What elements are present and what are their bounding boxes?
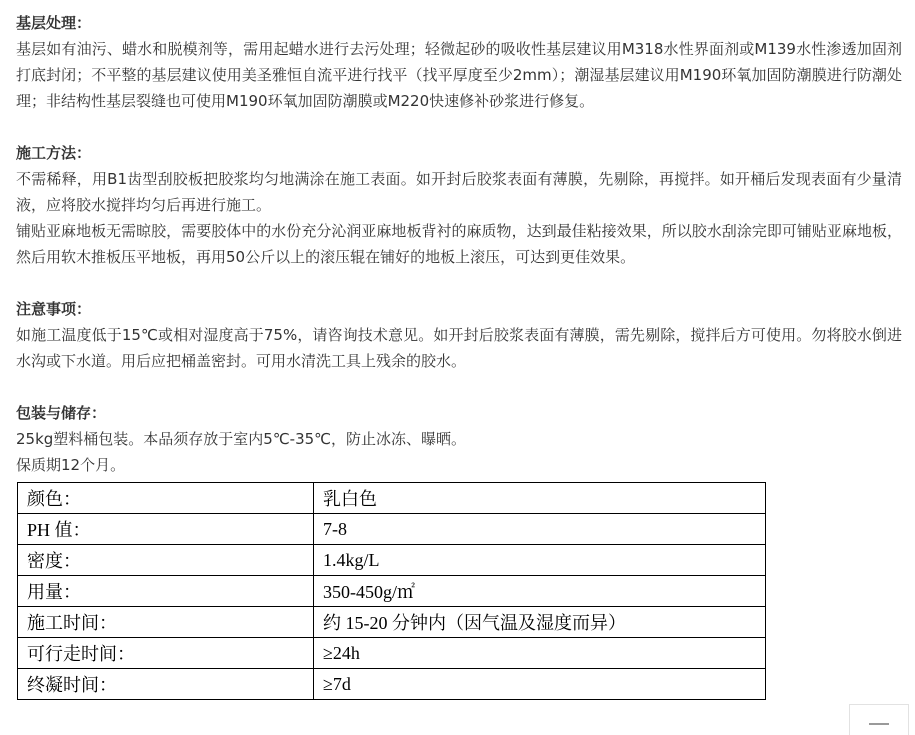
table-row [18, 483, 766, 514]
table-row [18, 545, 766, 576]
spec-value: 350-450g/㎡ [314, 576, 766, 607]
section-paragraph: 基层如有油污、蜡水和脱模剂等，需用起蜡水进行去污处理；轻微起砂的吸收性基层建议用M318水性界面剂或M139水性渗透加固剂打底封闭；不平整的基层建议使用美圣雅恒自流平进行找平（找平厚度至少2mm）；潮湿基层建议用M190环氧加固防潮膜进行防潮处理；非结构性基层裂缝也可使用M190环氧加固防潮膜或M220快速修补砂浆进行修复。 [16, 40, 902, 110]
spec-value: 约 15-20 分钟内（因气温及湿度而异） [314, 607, 766, 638]
article-body [16, 10, 902, 478]
section-heading: 包装与储存： [16, 404, 107, 422]
spec-label: 终凝时间： [18, 669, 314, 700]
spacer [16, 374, 902, 400]
spec-value: 1.4kg/L [314, 545, 766, 576]
section-paragraph: 铺贴亚麻地板无需晾胶，需要胶体中的水份充分沁润亚麻地板背衬的麻质物，达到最佳粘接效果，所以胶水刮涂完即可铺贴亚麻地板，然后用软木推板压平地板，再用50公斤以上的滚压辊在铺好的地板上滚压，可达到更佳效果。 [16, 222, 902, 266]
table-row [18, 669, 766, 700]
spacer [16, 270, 902, 296]
table-row [18, 514, 766, 545]
spec-label: 可行走时间： [18, 638, 314, 669]
spec-value: ≥7d [314, 669, 766, 700]
spec-label: 施工时间： [18, 607, 314, 638]
section-paragraph: 25kg塑料桶包装。本品须存放于室内5℃-35℃，防止冰冻、曝晒。 [16, 430, 467, 448]
section-heading: 施工方法： [16, 144, 92, 162]
section-paragraph: 保质期12个月。 [16, 456, 126, 474]
table-row [18, 576, 766, 607]
section-heading: 注意事项： [16, 300, 92, 318]
section-precautions [16, 296, 902, 374]
table-row [18, 638, 766, 669]
table-row [18, 607, 766, 638]
section-packaging-storage [16, 400, 902, 478]
spec-label: PH 值： [18, 514, 314, 545]
back-to-top-button[interactable] [849, 704, 909, 735]
section-paragraph: 不需稀释，用B1齿型刮胶板把胶浆均匀地满涂在施工表面。如开封后胶浆表面有薄膜，先剔除，再搅拌。如开桶后发现表面有少量清液，应将胶水搅拌均匀后再进行施工。 [16, 170, 902, 214]
spec-value: 乳白色 [314, 483, 766, 514]
spacer [16, 114, 902, 140]
spec-label: 颜色： [18, 483, 314, 514]
minus-icon [869, 723, 889, 725]
section-application-method [16, 140, 902, 270]
spec-table [17, 482, 766, 700]
section-heading: 基层处理： [16, 14, 92, 32]
section-paragraph: 如施工温度低于15℃或相对湿度高于75%，请咨询技术意见。如开封后胶浆表面有薄膜，需先剔除，搅拌后方可使用。勿将胶水倒进水沟或下水道。用后应把桶盖密封。可用水清洗工具上残余的胶水。 [16, 326, 902, 370]
section-base-treatment [16, 10, 902, 114]
spec-value: 7-8 [314, 514, 766, 545]
spec-label: 用量： [18, 576, 314, 607]
spec-label: 密度： [18, 545, 314, 576]
spec-value: ≥24h [314, 638, 766, 669]
